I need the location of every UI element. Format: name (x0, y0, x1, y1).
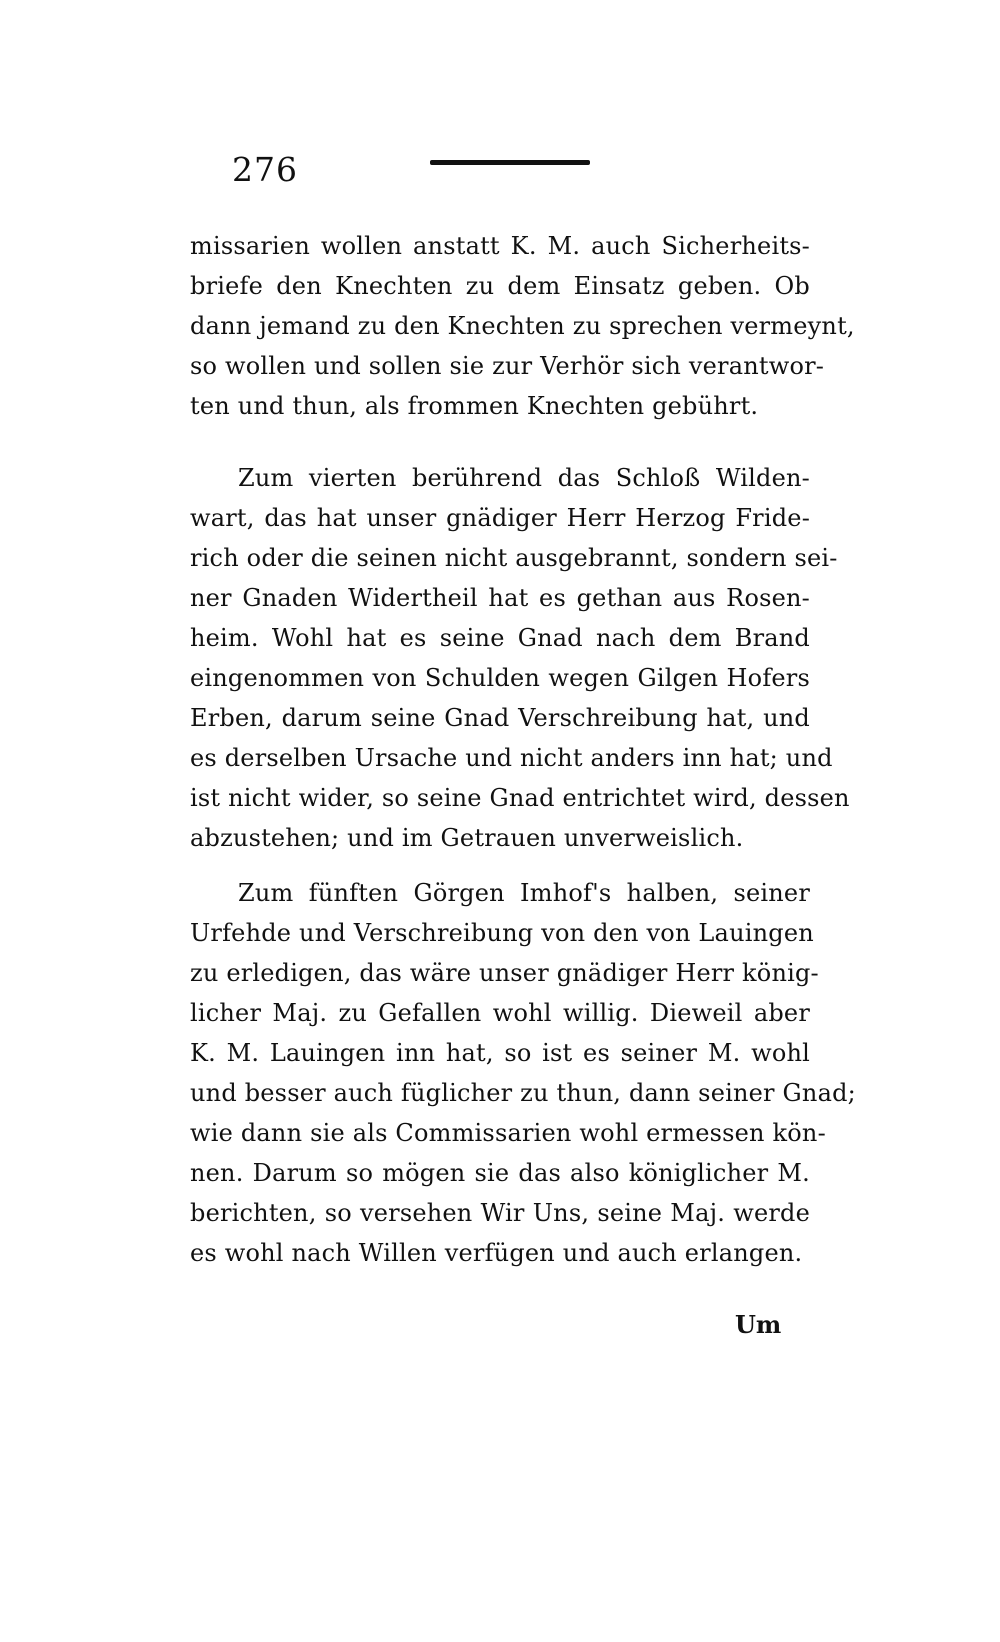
paragraph-3 (190, 873, 856, 1273)
text-line: ist nicht wider, so seine Gnad entrichtet wird, dessen (190, 784, 850, 812)
text-line: Zum fünften Görgen Imhof's halben, seiner (238, 879, 810, 907)
text-line: abzustehen; und im Getrauen unverweislich. (190, 824, 744, 852)
text-line: zu erledigen, das wäre unser gnädiger Herr könig- (190, 959, 819, 987)
text-line: nen. Darum so mögen sie das also königlicher M. (190, 1159, 810, 1187)
text-line: es wohl nach Willen verfügen und auch erlangen. (190, 1239, 803, 1267)
text-line: Zum vierten berührend das Schloß Wilden- (238, 464, 810, 492)
text-line: es derselben Ursache und nicht anders inn hat; und (190, 744, 833, 772)
text-line: rich oder die seinen nicht ausgebrannt, sondern sei- (190, 544, 838, 572)
text-line: K. M. Lauingen inn hat, so ist es seiner M. wohl (190, 1039, 810, 1067)
header-rule (430, 160, 590, 165)
paragraph-1 (190, 226, 855, 426)
text-line: Urfehde und Verschreibung von den von Lauingen (190, 919, 814, 947)
text-line: missarien wollen anstatt K. M. auch Sicherheits- (190, 232, 810, 260)
catchword: Um (735, 1310, 782, 1339)
text-line: so wollen und sollen sie zur Verhör sich verantwor- (190, 352, 825, 380)
text-line: heim. Wohl hat es seine Gnad nach dem Brand (190, 624, 810, 652)
text-line: und besser auch füglicher zu thun, dann seiner Gnad; (190, 1079, 856, 1107)
text-line: ner Gnaden Widertheil hat es gethan aus Rosen- (190, 584, 810, 612)
text-line: berichten, so versehen Wir Uns, seine Maj. werde (190, 1199, 810, 1227)
text-line: wart, das hat unser gnädiger Herr Herzog Fride- (190, 504, 810, 532)
page-number: 276 (232, 150, 298, 189)
text-line: briefe den Knechten zu dem Einsatz geben. Ob (190, 272, 810, 300)
text-line: wie dann sie als Commissarien wohl ermessen kön- (190, 1119, 826, 1147)
paragraph-2 (190, 458, 850, 858)
text-line: licher Maj. zu Gefallen wohl willig. Dieweil aber (190, 999, 810, 1027)
text-line: dann jemand zu den Knechten zu sprechen vermeynt, (190, 312, 855, 340)
text-line: ten und thun, als frommen Knechten gebührt. (190, 392, 759, 420)
text-line: eingenommen von Schulden wegen Gilgen Hofers (190, 664, 810, 692)
text-line: Erben, darum seine Gnad Verschreibung hat, und (190, 704, 810, 732)
